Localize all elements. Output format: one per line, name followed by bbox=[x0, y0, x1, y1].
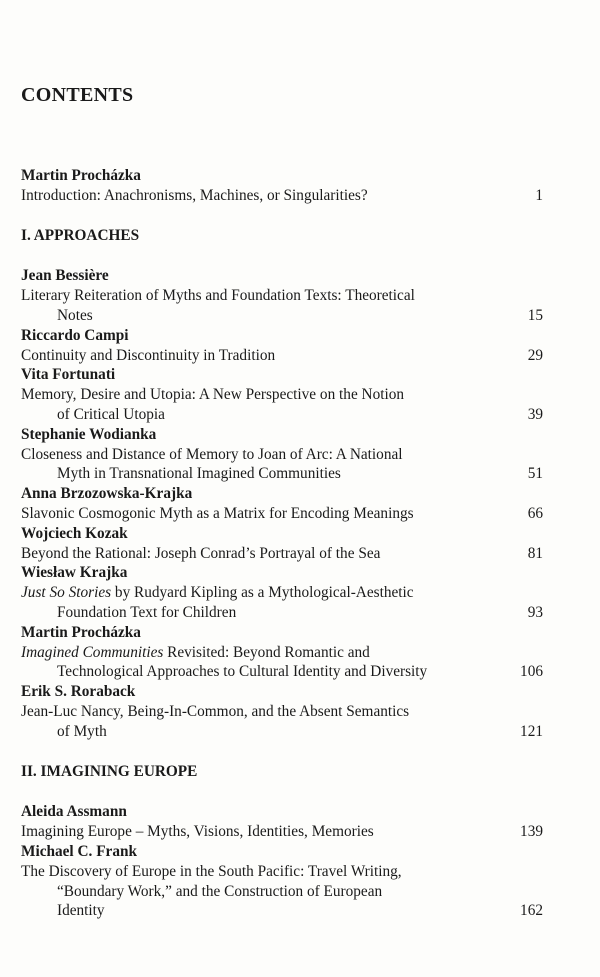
toc-author: Martin Procházka bbox=[21, 167, 141, 184]
toc-author: Martin Procházka bbox=[21, 623, 141, 641]
toc-page-number: 1 bbox=[535, 186, 543, 204]
toc-entry[interactable] bbox=[21, 186, 543, 206]
toc-page-number: 51 bbox=[527, 465, 543, 483]
toc-entry-title-italic: Imagined Communities bbox=[21, 643, 164, 661]
toc-page-number: 121 bbox=[520, 722, 543, 740]
toc-page-number: 162 bbox=[520, 902, 543, 920]
toc-entry-title-cont: Notes bbox=[57, 306, 93, 324]
table-of-contents bbox=[21, 166, 543, 921]
section-heading: I. APPROACHES bbox=[21, 226, 140, 244]
toc-author: Michael C. Frank bbox=[21, 842, 137, 860]
toc-author: Jean Bessière bbox=[21, 267, 109, 285]
toc-entry-line[interactable] bbox=[21, 882, 543, 902]
toc-entry-title: Closeness and Distance of Memory to Joan of Arc: A National bbox=[21, 445, 403, 463]
toc-entry-line[interactable] bbox=[21, 464, 543, 484]
toc-author: Stephanie Wodianka bbox=[21, 425, 157, 443]
toc-page-number: 81 bbox=[527, 544, 543, 562]
toc-entry-line[interactable] bbox=[21, 643, 543, 663]
toc-entry-line[interactable] bbox=[21, 583, 543, 603]
toc-entry-line[interactable] bbox=[21, 603, 543, 623]
toc-author: Wojciech Kozak bbox=[21, 524, 128, 542]
toc-page-number: 139 bbox=[520, 823, 543, 841]
toc-author: Aleida Assmann bbox=[21, 803, 127, 821]
toc-entry-title: Introduction: Anachronisms, Machines, or Singularities? bbox=[21, 186, 368, 204]
toc-entry-line[interactable] bbox=[21, 504, 543, 524]
toc-entry-title-cont: Identity bbox=[57, 902, 105, 920]
toc-entry-title-cont: “Boundary Work,” and the Construction of European bbox=[57, 882, 383, 900]
toc-author: Erik S. Roraback bbox=[21, 683, 136, 701]
toc-entry-title: The Discovery of Europe in the South Pacific: Travel Writing, bbox=[21, 862, 402, 880]
toc-entry-line[interactable] bbox=[21, 544, 543, 564]
toc-entry-line[interactable] bbox=[21, 385, 543, 405]
toc-page-number: 15 bbox=[527, 306, 543, 324]
toc-entry-title-cont: of Myth bbox=[57, 722, 107, 740]
toc-entry-line[interactable] bbox=[21, 346, 543, 366]
toc-entry-line[interactable] bbox=[21, 901, 543, 921]
toc-page-number: 66 bbox=[527, 504, 543, 522]
toc-entry-title: Memory, Desire and Utopia: A New Perspective on the Notion bbox=[21, 386, 405, 404]
toc-entry-title: Beyond the Rational: Joseph Conrad’s Portrayal of the Sea bbox=[21, 544, 381, 562]
page-title: CONTENTS bbox=[21, 84, 134, 106]
toc-author: Wiesław Krajka bbox=[21, 564, 128, 582]
toc-entry-line[interactable] bbox=[21, 862, 543, 882]
toc-author: Anna Brzozowska-Krajka bbox=[21, 485, 193, 503]
toc-page-number: 29 bbox=[527, 346, 543, 364]
toc-entry-title-cont: Myth in Transnational Imagined Communities bbox=[57, 465, 341, 483]
section-heading: II. IMAGINING EUROPE bbox=[21, 762, 198, 780]
toc-entry-title-italic: Just So Stories bbox=[21, 584, 112, 602]
toc-entry-title: Jean-Luc Nancy, Being-In-Common, and the Absent Semantics bbox=[21, 702, 410, 720]
toc-entry-line[interactable] bbox=[21, 822, 543, 842]
toc-entry-line[interactable] bbox=[21, 722, 543, 742]
toc-page-number: 106 bbox=[520, 663, 543, 681]
toc-entry-line[interactable] bbox=[21, 286, 543, 306]
toc-entry-title-cont: Foundation Text for Children bbox=[57, 603, 237, 621]
toc-entry-title-cont: of Critical Utopia bbox=[57, 405, 165, 423]
toc-entry-title: Literary Reiteration of Myths and Foundation Texts: Theoretical bbox=[21, 287, 415, 305]
toc-entry-title: Revisited: Beyond Romantic and bbox=[163, 643, 370, 661]
toc-entry-title-cont: Technological Approaches to Cultural Identity and Diversity bbox=[57, 663, 428, 681]
toc-entry-line[interactable] bbox=[21, 702, 543, 722]
toc-entry-line[interactable] bbox=[21, 662, 543, 682]
toc-entry-line[interactable] bbox=[21, 405, 543, 425]
toc-entry-line[interactable] bbox=[21, 445, 543, 465]
toc-entry-title: Imagining Europe – Myths, Visions, Identities, Memories bbox=[21, 823, 374, 841]
toc-page-number: 93 bbox=[527, 603, 543, 621]
toc-entry-title: by Rudyard Kipling as a Mythological-Aesthetic bbox=[111, 584, 414, 602]
toc-author: Vita Fortunati bbox=[21, 366, 116, 384]
toc-entry-title: Continuity and Discontinuity in Tradition bbox=[21, 346, 276, 364]
toc-author: Riccardo Campi bbox=[21, 326, 129, 344]
toc-entry-title: Slavonic Cosmogonic Myth as a Matrix for Encoding Meanings bbox=[21, 504, 414, 522]
toc-entry-line[interactable] bbox=[21, 306, 543, 326]
toc-page-number: 39 bbox=[527, 405, 543, 423]
